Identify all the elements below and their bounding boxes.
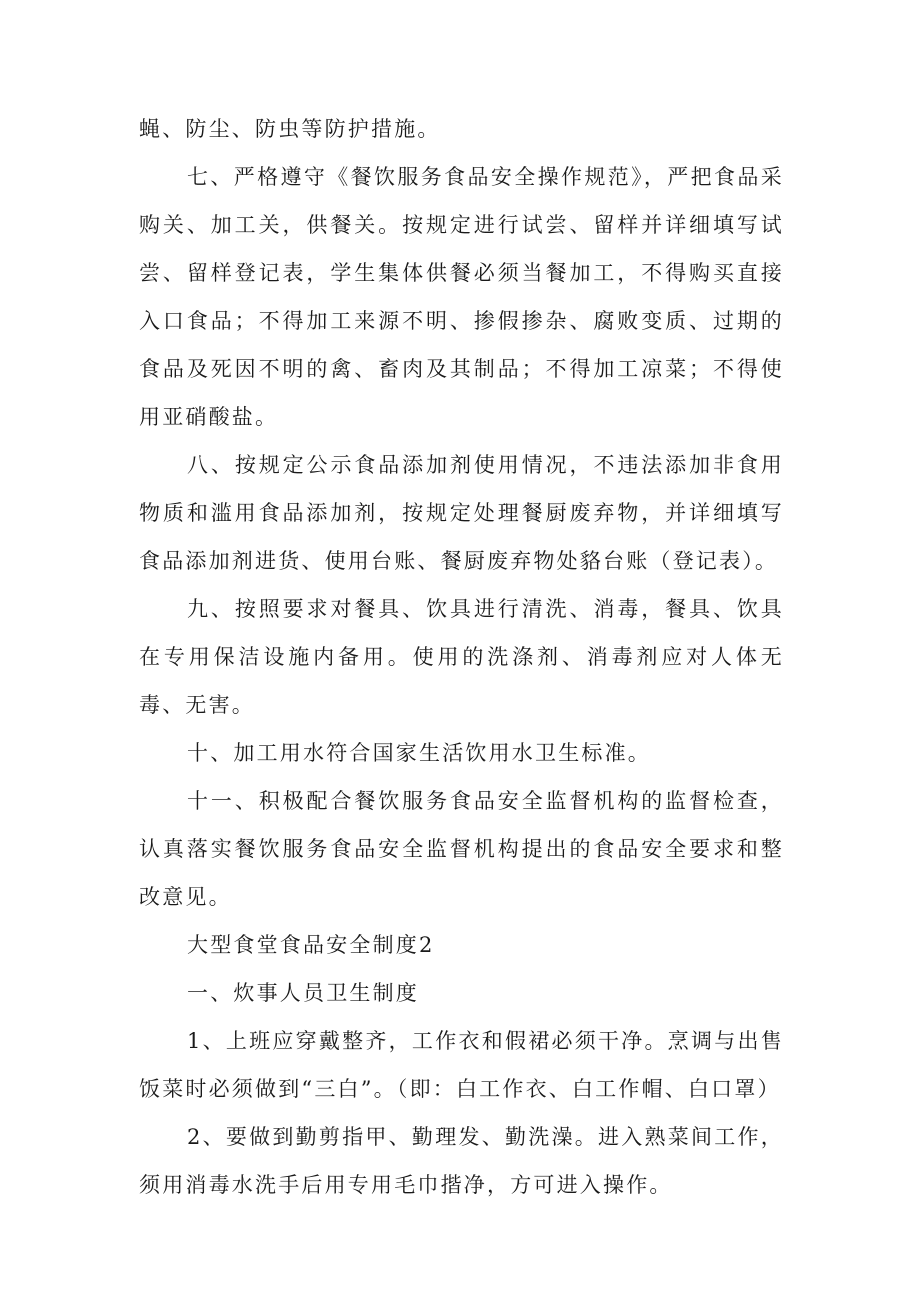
subsection-heading: 一、炊事人员卫生制度 — [187, 981, 419, 1005]
document-body — [139, 105, 784, 1209]
paragraph-item-11: 十一、积极配合餐饮服务食品安全监督机构的监督检查，认真落实餐饮服务食品安全监督机构提出的食品安全要求和整改意见。 — [139, 789, 784, 909]
section-title: 大型食堂食品安全制度2 — [187, 933, 435, 957]
rule-item-2: 2、要做到勤剪指甲、勤理发、勤洗澡。进入熟菜间工作，须用消毒水洗手后用专用毛巾揩净，方可进入操作。 — [139, 1125, 784, 1197]
paragraph-item-7: 七、严格遵守《餐饮服务食品安全操作规范》，严把食品采购关、加工关，供餐关。按规定进行试尝、留样并详细填写试尝、留样登记表，学生集体供餐必须当餐加工，不得购买直接入口食品；不得加工来源不明、掺假掺杂、腐败变质、过期的食品及死因不明的禽、畜肉及其制品；不得加工凉菜；不得使用亚硝酸盐。 — [139, 165, 784, 429]
paragraph-item-9: 九、按照要求对餐具、饮具进行清洗、消毒，餐具、饮具在专用保洁设施内备用。使用的洗涤剂、消毒剂应对人体无毒、无害。 — [139, 597, 784, 717]
paragraph-item-10: 十、加工用水符合国家生活饮用水卫生标准。 — [187, 741, 651, 765]
paragraph-continuation: 蝇、防尘、防虫等防护措施。 — [139, 117, 441, 141]
paragraph-item-8: 八、按规定公示食品添加剂使用情况，不违法添加非食用物质和滥用食品添加剂，按规定处理餐厨废弃物，并详细填写食品添加剂进货、使用台账、餐厨废弃物处貉台账（登记表）。 — [139, 453, 784, 573]
rule-item-1: 1、上班应穿戴整齐，工作衣和假裙必须干净。烹调与出售饭菜时必须做到“三白”。（即：白工作衣、白工作帽、白口罩） — [139, 1029, 784, 1101]
